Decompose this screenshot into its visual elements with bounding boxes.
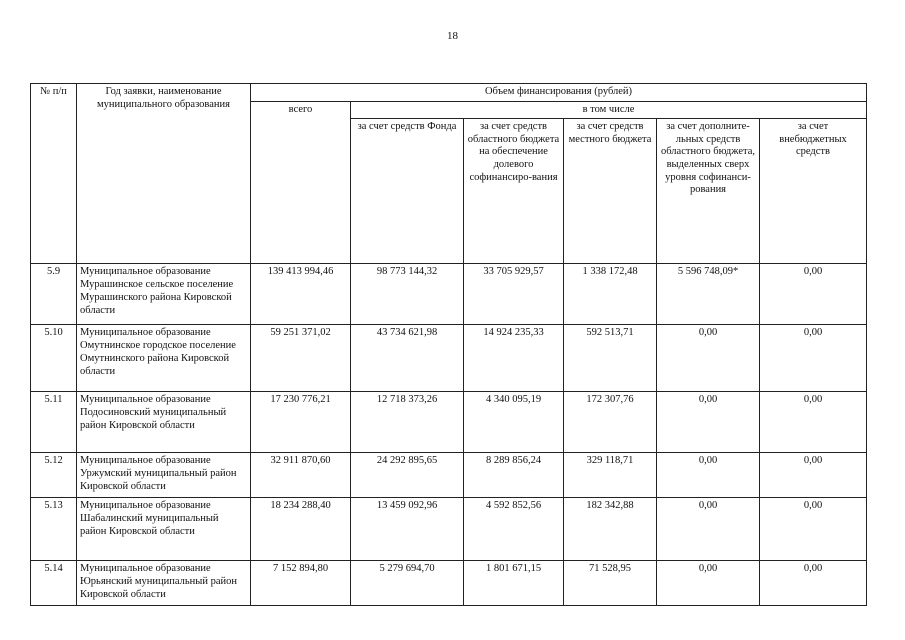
header-regional: за счет средств областного бюджета на обеспечение долевого софинансиро-вания bbox=[464, 119, 564, 264]
row-extrabudget: 0,00 bbox=[760, 453, 867, 498]
row-fund: 12 718 373,26 bbox=[351, 392, 464, 453]
row-fund: 13 459 092,96 bbox=[351, 498, 464, 561]
header-local: за счет средств местного бюджета bbox=[564, 119, 657, 264]
row-num: 5.14 bbox=[31, 561, 77, 606]
row-num: 5.13 bbox=[31, 498, 77, 561]
table-row bbox=[31, 392, 867, 453]
row-regional: 8 289 856,24 bbox=[464, 453, 564, 498]
row-extrabudget: 0,00 bbox=[760, 264, 867, 325]
row-regional: 4 592 852,56 bbox=[464, 498, 564, 561]
page-number: 18 bbox=[447, 30, 458, 42]
row-num: 5.9 bbox=[31, 264, 77, 325]
row-additional: 0,00 bbox=[657, 325, 760, 392]
row-name: Муниципальное образование Шабалинский муниципальный район Кировской области bbox=[77, 498, 251, 561]
header-total: всего bbox=[251, 101, 351, 264]
row-name: Муниципальное образование Подосиновский муниципальный район Кировской области bbox=[77, 392, 251, 453]
row-total: 7 152 894,80 bbox=[251, 561, 351, 606]
row-additional: 0,00 bbox=[657, 392, 760, 453]
row-extrabudget: 0,00 bbox=[760, 392, 867, 453]
header-funding: Объем финансирования (рублей) bbox=[251, 84, 867, 102]
row-additional: 0,00 bbox=[657, 561, 760, 606]
row-total: 139 413 994,46 bbox=[251, 264, 351, 325]
row-local: 172 307,76 bbox=[564, 392, 657, 453]
row-local: 1 338 172,48 bbox=[564, 264, 657, 325]
row-additional: 5 596 748,09* bbox=[657, 264, 760, 325]
row-extrabudget: 0,00 bbox=[760, 561, 867, 606]
row-num: 5.11 bbox=[31, 392, 77, 453]
row-total: 32 911 870,60 bbox=[251, 453, 351, 498]
row-fund: 5 279 694,70 bbox=[351, 561, 464, 606]
row-local: 182 342,88 bbox=[564, 498, 657, 561]
header-num: № п/п bbox=[31, 84, 77, 264]
row-name: Муниципальное образование Уржумский муниципальный район Кировской области bbox=[77, 453, 251, 498]
header-row-1 bbox=[31, 84, 867, 102]
row-name: Муниципальное образование Омутнинское городское поселение Омутнинского района Кировской области bbox=[77, 325, 251, 392]
row-local: 592 513,71 bbox=[564, 325, 657, 392]
table-row bbox=[31, 498, 867, 561]
table-row bbox=[31, 453, 867, 498]
row-additional: 0,00 bbox=[657, 498, 760, 561]
header-extrabudget: за счет внебюджетных средств bbox=[760, 119, 867, 264]
row-regional: 14 924 235,33 bbox=[464, 325, 564, 392]
header-name: Год заявки, наименование муниципального образования bbox=[77, 84, 251, 264]
row-num: 5.10 bbox=[31, 325, 77, 392]
row-additional: 0,00 bbox=[657, 453, 760, 498]
row-extrabudget: 0,00 bbox=[760, 325, 867, 392]
row-regional: 4 340 095,19 bbox=[464, 392, 564, 453]
header-additional: за счет дополните-льных средств областного бюджета, выделенных сверх уровня софинанси-рования bbox=[657, 119, 760, 264]
row-total: 59 251 371,02 bbox=[251, 325, 351, 392]
header-fund: за счет средств Фонда bbox=[351, 119, 464, 264]
row-total: 17 230 776,21 bbox=[251, 392, 351, 453]
financing-table bbox=[30, 83, 867, 606]
row-fund: 24 292 895,65 bbox=[351, 453, 464, 498]
row-name: Муниципальное образование Мурашинское сельское поселение Мурашинского района Кировской области bbox=[77, 264, 251, 325]
row-extrabudget: 0,00 bbox=[760, 498, 867, 561]
row-name: Муниципальное образование Юрьянский муниципальный район Кировской области bbox=[77, 561, 251, 606]
row-total: 18 234 288,40 bbox=[251, 498, 351, 561]
row-fund: 98 773 144,32 bbox=[351, 264, 464, 325]
row-regional: 1 801 671,15 bbox=[464, 561, 564, 606]
row-num: 5.12 bbox=[31, 453, 77, 498]
table-row bbox=[31, 325, 867, 392]
header-including: в том числе bbox=[351, 101, 867, 119]
row-regional: 33 705 929,57 bbox=[464, 264, 564, 325]
row-local: 329 118,71 bbox=[564, 453, 657, 498]
row-fund: 43 734 621,98 bbox=[351, 325, 464, 392]
table-row bbox=[31, 561, 867, 606]
table-row bbox=[31, 264, 867, 325]
row-local: 71 528,95 bbox=[564, 561, 657, 606]
